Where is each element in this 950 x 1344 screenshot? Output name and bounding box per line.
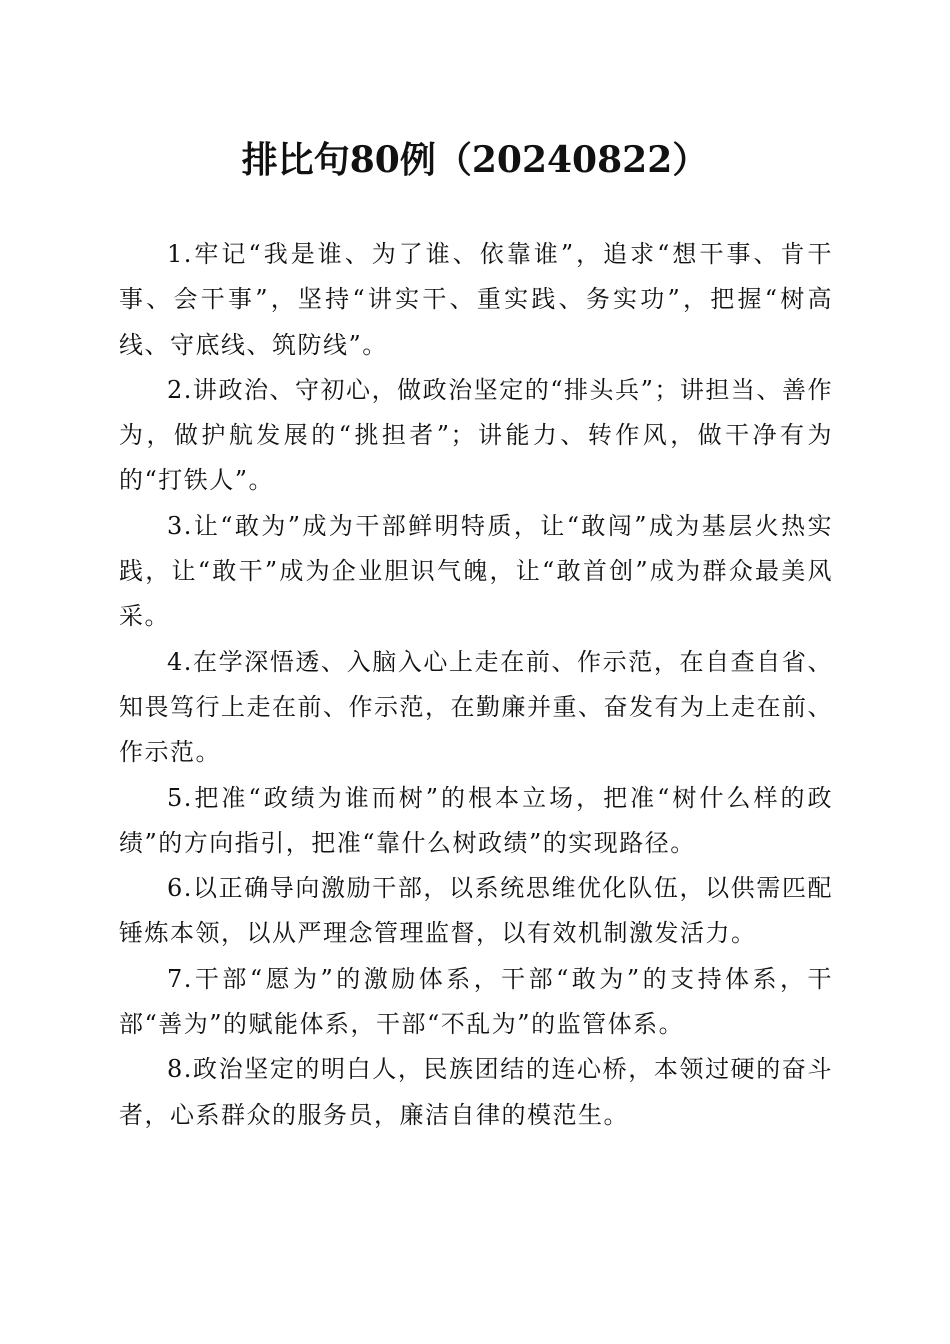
paragraph-1: 1.牢记“我是谁、为了谁、依靠谁”，追求“想干事、肯干事、会干事”，坚持“讲实干、重实践、务实功”，把握“树高线、守底线、筑防线”。 — [119, 240, 833, 359]
paragraph-5: 5.把准“政绩为谁而树”的根本立场，把准“树什么样的政绩”的方向指引，把准“靠什么树政绩”的实现路径。 — [119, 783, 833, 857]
paragraph-3: 3.让“敢为”成为干部鲜明特质，让“敢闯”成为基层火热实践，让“敢干”成为企业胆识气魄，让“敢首创”成为群众最美风采。 — [119, 511, 833, 631]
document-title: 排比句80例（20240822） — [241, 139, 709, 181]
paragraph-7: 7.干部“愿为”的激励体系，干部“敢为”的支持体系，干部“善为”的赋能体系，干部“不乱为”的监管体系。 — [119, 964, 833, 1039]
paragraph-8: 8.政治坚定的明白人，民族团结的连心桥，本领过硬的奋斗者，心系群众的服务员，廉洁自律的模范生。 — [119, 1055, 833, 1129]
paragraph-4: 4.在学深悟透、入脑入心上走在前、作示范，在自查自省、知畏笃行上走在前、作示范，在勤廉并重、奋发有为上走在前、作示范。 — [119, 647, 833, 767]
paragraph-6: 6.以正确导向激励干部，以系统思维优化队伍，以供需匹配锤炼本领，以从严理念管理监督，以有效机制激发活力。 — [119, 874, 833, 948]
document-body — [119, 232, 833, 1138]
paragraph-2: 2.讲政治、守初心，做政治坚定的“排头兵”；讲担当、善作为，做护航发展的“挑担者”；讲能力、转作风，做干净有为的“打铁人”。 — [119, 375, 833, 495]
